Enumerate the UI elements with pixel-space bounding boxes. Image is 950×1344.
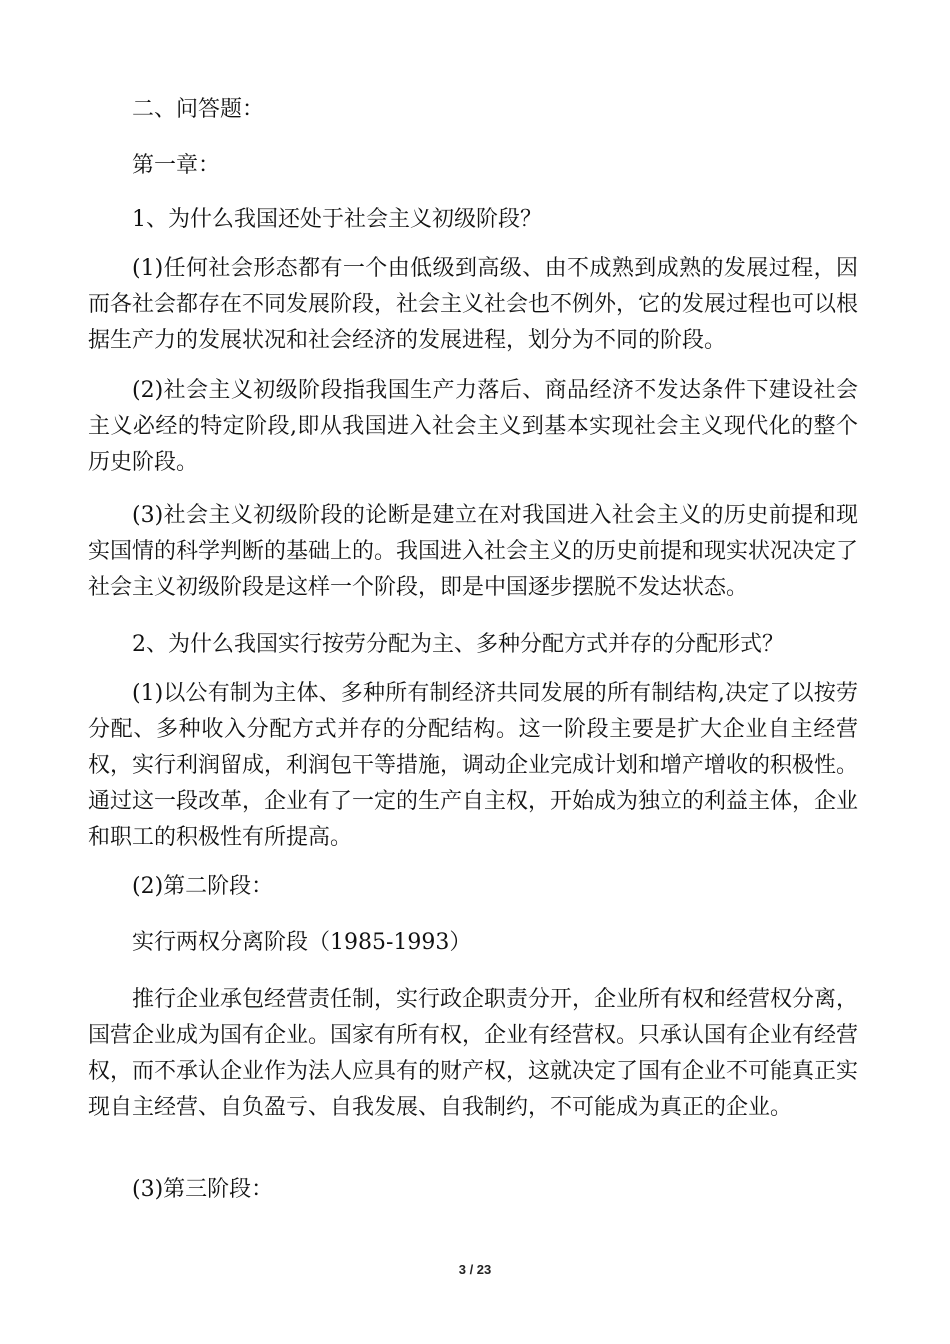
page-number: 3 / 23 bbox=[458, 1262, 492, 1277]
q2-stage3-heading: (3)第三阶段： bbox=[132, 1177, 274, 1202]
q1-answer-1: (1)任何社会形态都有一个由低级到高级、由不成熟到成熟的发展过程，因而各社会都存在不同发展阶段，社会主义社会也不例外，它的发展过程也可以根据生产力的发展状况和社会经济的发展进程，划分为不同的阶段。 bbox=[88, 256, 859, 353]
section-title: 二、问答题： bbox=[132, 97, 265, 122]
chapter-title: 第一章： bbox=[132, 153, 221, 178]
q1-answer-3: (3)社会主义初级阶段的论断是建立在对我国进入社会主义的历史前提和现实国情的科学判断的基础上的。我国进入社会主义的历史前提和现实状况决定了社会主义初级阶段是这样一个阶段，即是中国逐步摆脱不发达状态。 bbox=[88, 503, 859, 600]
q2-answer-1: (1)以公有制为主体、多种所有制经济共同发展的所有制结构,决定了以按劳分配、多种收入分配方式并存的分配结构。这一阶段主要是扩大企业自主经营权，实行利润留成，利润包干等措施，调动企业完成计划和增产增收的积极性。通过这一段改革，企业有了一定的生产自主权，开始成为独立的利益主体，企业和职工的积极性有所提高。 bbox=[88, 681, 859, 850]
question-1: 1、为什么我国还处于社会主义初级阶段？ bbox=[132, 207, 542, 232]
question-2: 2、为什么我国实行按劳分配为主、多种分配方式并存的分配形式？ bbox=[132, 632, 784, 657]
q2-stage2-title: 实行两权分离阶段（1985-1993） bbox=[132, 930, 472, 955]
q2-stage2-body: 推行企业承包经营责任制，实行政企职责分开，企业所有权和经营权分离，国营企业成为国有企业。国家有所有权，企业有经营权。只承认国有企业有经营权，而不承认企业作为法人应具有的财产权，这就决定了国有企业不可能真正实现自主经营、自负盈亏、自我发展、自我制约，不可能成为真正的企业。 bbox=[88, 987, 859, 1120]
q2-stage2-heading: (2)第二阶段： bbox=[132, 874, 274, 899]
q1-answer-2: (2)社会主义初级阶段指我国生产力落后、商品经济不发达条件下建设社会主义必经的特定阶段,即从我国进入社会主义到基本实现社会主义现代化的整个历史阶段。 bbox=[88, 378, 858, 475]
